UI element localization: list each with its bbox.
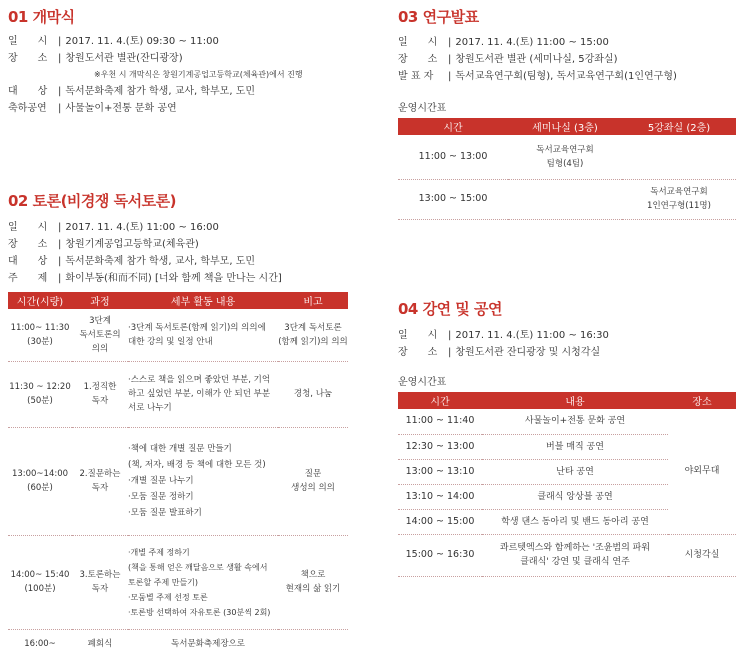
lecture-room-cell — [622, 135, 736, 179]
content-cell: 콰르텟엑스와 함께하는 '조윤범의 파워 클래식' 강연 및 클래식 연주 — [482, 534, 668, 576]
column-header: 시간(시량) — [8, 292, 72, 309]
info-row: 장 소 | 창원도서관 별관 (세미나실, 5강좌실) — [398, 54, 618, 65]
section-title: 04 강연 및 공연 — [398, 300, 502, 318]
column-header: 장소 — [668, 392, 736, 409]
note-cell: 책으로 현재의 삶 읽기 — [278, 535, 348, 629]
column-header: 세미나실 (3층) — [508, 118, 622, 135]
info-row: 주 제 | 화이부동(和而不同) [너와 함께 책을 만나는 시간] — [8, 273, 282, 284]
info-row: 발 표 자 | 독서교육연구회(팀형), 독서교육연구회(1인연구형) — [398, 71, 677, 82]
info-row: 장 소 | 창원도서관 별관(잔디광장) — [8, 53, 183, 64]
table-row — [398, 409, 736, 434]
section-title: 03 연구발표 — [398, 8, 479, 26]
time-cell: 13:10 ~ 14:00 — [398, 484, 482, 509]
time-cell: 11:00 ~ 13:00 — [398, 135, 508, 179]
schedule-subtitle: 운영시간표 — [398, 377, 447, 388]
course-cell: 2.질문하는 독자 — [72, 427, 128, 535]
table-row — [8, 361, 348, 427]
column-header: 과정 — [72, 292, 128, 309]
course-cell: 3단계 독서토론의 의의 — [72, 309, 128, 361]
activity-cell: ·3단계 독서토론(함께 읽기)의 의의에 대한 강의 및 일정 안내 — [128, 309, 278, 361]
time-cell: 13:00 ~ 15:00 — [398, 179, 508, 219]
time-cell: 11:30 ~ 12:20 (50분) — [8, 361, 72, 427]
section-title: 01 개막식 — [8, 8, 75, 26]
lecture-table — [398, 392, 736, 577]
content-cell: 사물놀이+전통 문화 공연 — [482, 409, 668, 434]
time-cell: 15:00 ~ 16:30 — [398, 534, 482, 576]
content-cell: 학생 댄스 동아리 및 밴드 동아리 공연 — [482, 509, 668, 534]
info-block — [398, 327, 736, 361]
activity-cell: ·개별 주제 정하기 (책을 통해 얻은 깨달음으로 생활 속에서 토론할 주제 만들기) ·모둠별 주제 선정 토론 ·토론방 선택하여 자유토론 (30분씩 2회) — [128, 535, 278, 629]
research-table — [398, 118, 736, 220]
note-cell: 경청, 나눔 — [278, 361, 348, 427]
rain-note: ※우천 시 개막식은 창원기계공업고등학교(체육관)에서 진행 — [94, 70, 303, 79]
table-row — [398, 534, 736, 576]
table-header-row — [8, 292, 348, 309]
note-cell: 3단계 독서토론 (함께 읽기)의 의의 — [278, 309, 348, 361]
column-header: 5강좌실 (2층) — [622, 118, 736, 135]
seminar-cell: 독서교육연구회 팀형(4팀) — [508, 135, 622, 179]
info-block — [398, 34, 736, 85]
content-cell: 클래식 앙상블 공연 — [482, 484, 668, 509]
info-row: 대 상 | 독서문화축제 참가 학생, 교사, 학부모, 도민 — [8, 86, 256, 97]
info-row: 일 시 | 2017. 11. 4.(토) 11:00 ~ 16:30 — [398, 330, 609, 341]
note-cell: 질문 생성의 의의 — [278, 427, 348, 535]
column-header: 세부 활동 내용 — [128, 292, 278, 309]
column-header: 내용 — [482, 392, 668, 409]
table-row — [8, 629, 348, 654]
table-row — [8, 427, 348, 535]
info-row: 일 시 | 2017. 11. 4.(토) 11:00 ~ 16:00 — [8, 222, 219, 233]
seminar-cell — [508, 179, 622, 219]
place-cell: 야외무대 — [668, 409, 736, 534]
content-cell: 버블 매직 공연 — [482, 434, 668, 459]
course-cell: 1.정직한 독자 — [72, 361, 128, 427]
course-cell: 3.토론하는 독자 — [72, 535, 128, 629]
activity-cell: ·스스로 책을 읽으며 좋았던 부분, 기억 하고 싶었던 부분, 이해가 안 되던 부분 서로 나누기 — [128, 361, 278, 427]
info-row: 일 시 | 2017. 11. 4.(토) 09:30 ~ 11:00 — [8, 36, 219, 47]
time-cell: 12:30 ~ 13:00 — [398, 434, 482, 459]
activity-cell: ·책에 대한 개별 질문 만들기 (책, 저자, 배경 등 책에 대한 모든 것) ·개별 질문 나누기 ·모둠 질문 정하기 ·모둠 질문 발표하기 — [128, 427, 278, 535]
content-cell: 난타 공연 — [482, 459, 668, 484]
info-row: 축하공연 | 사물놀이+전통 문화 공연 — [8, 103, 177, 114]
table-row — [8, 309, 348, 361]
time-cell: 13:00 ~ 13:10 — [398, 459, 482, 484]
info-row: 장 소 | 창원기계공업고등학교(체육관) — [8, 239, 199, 250]
activity-cell: 독서문화축제장으로 — [128, 629, 348, 654]
lecture-room-cell: 독서교육연구회 1인연구형(11명) — [622, 179, 736, 219]
table-row — [398, 135, 736, 179]
section-research — [398, 6, 736, 220]
table-row — [8, 535, 348, 629]
time-cell: 14:00 ~ 15:00 — [398, 509, 482, 534]
table-row — [398, 179, 736, 219]
info-row: 장 소 | 창원도서관 잔디광장 및 시청각실 — [398, 347, 601, 358]
time-cell: 14:00~ 15:40 (100분) — [8, 535, 72, 629]
info-row: 일 시 | 2017. 11. 4.(토) 11:00 ~ 15:00 — [398, 37, 609, 48]
time-cell: 13:00~14:00 (60분) — [8, 427, 72, 535]
time-cell: 11:00 ~ 11:40 — [398, 409, 482, 434]
course-cell: 폐회식 — [72, 629, 128, 654]
column-header: 시간 — [398, 392, 482, 409]
section-lecture — [398, 298, 736, 577]
info-block — [8, 219, 348, 287]
column-header: 시간 — [398, 118, 508, 135]
table-header-row — [398, 392, 736, 409]
time-cell: 11:00~ 11:30 (30분) — [8, 309, 72, 361]
info-row: 대 상 | 독서문화축제 참가 학생, 교사, 학부모, 도민 — [8, 256, 256, 267]
section-title: 02 토론(비경쟁 독서토론) — [8, 192, 176, 210]
column-header: 비고 — [278, 292, 348, 309]
schedule-subtitle: 운영시간표 — [398, 103, 447, 114]
section-opening — [8, 6, 348, 117]
place-cell: 시청각실 — [668, 534, 736, 576]
section-discussion — [8, 190, 348, 654]
table-header-row — [398, 118, 736, 135]
discussion-table — [8, 292, 348, 654]
info-block — [8, 33, 348, 117]
time-cell: 16:00~ — [8, 629, 72, 654]
